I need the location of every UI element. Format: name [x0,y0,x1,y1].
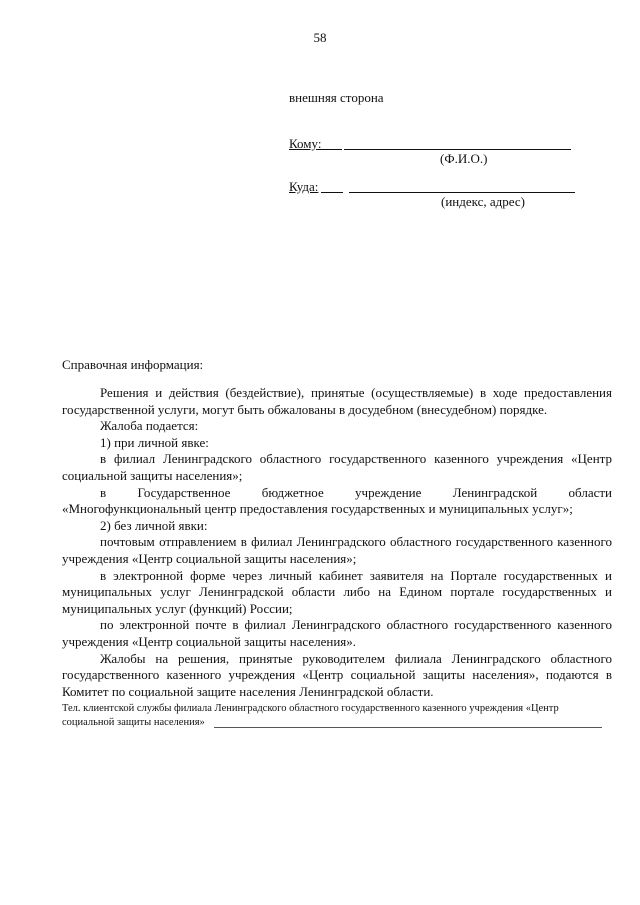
info-paragraph: 2) без личной явки: [100,517,208,533]
info-paragraph: Жалоба подается: [100,418,199,434]
recipient-label-wrap [289,136,321,152]
destination-label-underline [321,192,343,193]
footer-phone-line [214,727,602,728]
page-number: 58 [313,30,327,45]
recipient-name-line [344,149,571,150]
info-heading: Справочная информация: [62,357,204,372]
info-paragraph: по электронной почте в филиал Ленинградского областного государственного казенного учреждения «Центр социальной защиты населения». [62,617,612,649]
recipient-label: Кому: [289,136,322,151]
info-block [62,385,612,700]
info-paragraph: Жалобы на решения, принятые руководителем филиала Ленинградского областного государственного казенного учреждения «Центр социальной защиты населения», подаются в Комитет по социальной защите населения Ленинградской области. [62,650,612,699]
recipient-label-underline [320,149,342,150]
info-paragraph: в электронной форме через личный кабинет заявителя на Портале государственных и муниципальных услуг Ленинградской области либо на Едином портале государственных и муниципальных услуг (функций) России; [62,567,612,616]
recipient-hint: (Ф.И.О.) [440,151,488,166]
destination-address-line [349,192,575,193]
outer-side-label: внешняя сторона [289,90,384,105]
destination-label: Куда: [289,179,319,194]
info-paragraph: почтовым отправлением в филиал Ленинградского областного государственного казенного учреждения «Центр социальной защиты населения»; [62,534,612,566]
footer-line1: Тел. клиентской службы филиала Ленинградского областного государственного казенного учреждения «Центр [62,703,559,714]
info-paragraph: Решения и действия (бездействие), принятые (осуществляемые) в ходе предоставления государственной услуги, могут быть обжалованы в досудебном (внесудебном) порядке. [62,385,612,417]
footer-phone-note [62,702,602,730]
info-paragraph: в филиал Ленинградского областного государственного казенного учреждения «Центр социальной защиты населения»; [62,451,612,483]
footer-line2-wrap [62,716,602,730]
destination-hint: (индекс, адрес) [441,194,525,209]
info-paragraph: «Многофункциональный центр предоставления государственных и муниципальных услуг»; [62,501,573,517]
info-paragraph: в Государственное бюджетное учреждение Ленинградской области [100,484,612,500]
info-paragraph: 1) при личной явке: [100,434,209,450]
destination-label-wrap [289,179,318,195]
footer-line2: социальной защиты населения» [62,717,205,728]
